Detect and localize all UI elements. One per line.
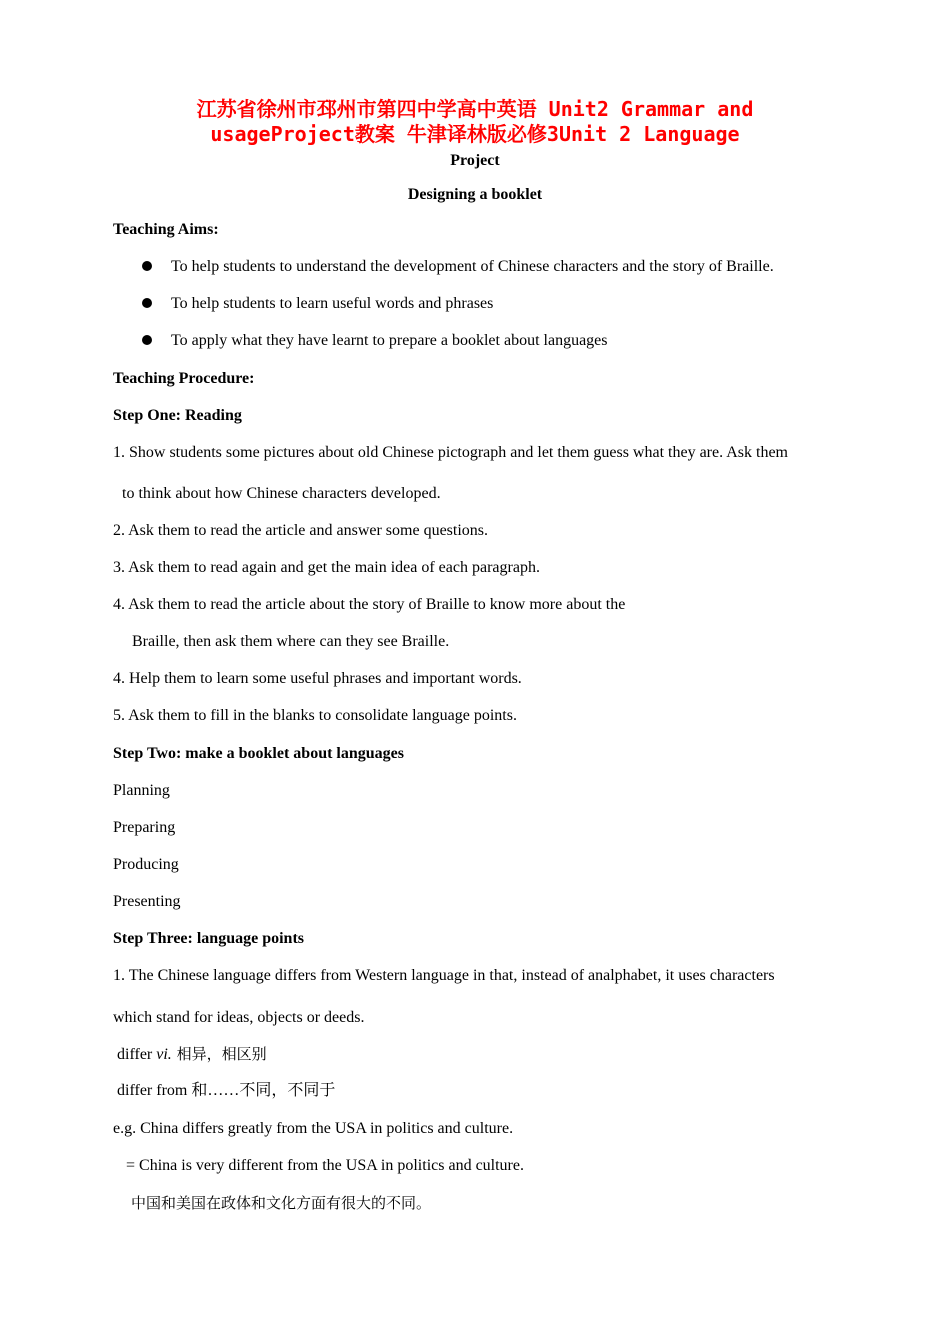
project-heading: Project bbox=[450, 152, 500, 169]
title-line-2: usageProject教案 牛津译林版必修3Unit 2 Language bbox=[210, 122, 740, 146]
vocab-pos: vi. bbox=[156, 1046, 172, 1063]
step-one-line: 4. Help them to learn some useful phrases and important words. bbox=[113, 670, 522, 687]
document-title bbox=[60, 97, 890, 147]
step-one-line: 4. Ask them to read the article about the story of Braille to know more about the bbox=[113, 596, 626, 613]
step-two-item: Preparing bbox=[113, 819, 176, 836]
aim-item: To help students to learn useful words and phrases bbox=[171, 295, 494, 312]
vocab-differ-from bbox=[117, 1081, 335, 1101]
step-three-line: which stand for ideas, objects or deeds. bbox=[113, 1009, 365, 1026]
vocab-differ bbox=[117, 1044, 267, 1065]
step-one-line: to think about how Chinese characters developed. bbox=[122, 485, 441, 502]
example-sentence: = China is very different from the USA in politics and culture. bbox=[126, 1157, 524, 1174]
vocab-meaning: 相异，相区别 bbox=[171, 1045, 267, 1063]
step-two-item: Producing bbox=[113, 856, 179, 873]
step-two-item: Presenting bbox=[113, 893, 181, 910]
step-one-line: 3. Ask them to read again and get the main idea of each paragraph. bbox=[113, 559, 540, 576]
step-two-heading: Step Two: make a booklet about languages bbox=[113, 745, 404, 762]
title-line-1: 江苏省徐州市邳州市第四中学高中英语 Unit2 Grammar and bbox=[196, 97, 754, 121]
step-one-line: 2. Ask them to read the article and answer some questions. bbox=[113, 522, 489, 539]
step-two-item: Planning bbox=[113, 782, 170, 799]
vocab-word: differ bbox=[117, 1046, 157, 1063]
teaching-procedure-label: Teaching Procedure: bbox=[113, 370, 255, 387]
step-three-heading: Step Three: language points bbox=[113, 930, 304, 947]
step-one-heading: Step One: Reading bbox=[113, 407, 242, 424]
aim-item: To help students to understand the development of Chinese characters and the story of Braille. bbox=[171, 258, 774, 275]
step-three-line: 1. The Chinese language differs from Western language in that, instead of analphabet, it uses characters bbox=[113, 967, 775, 984]
teaching-aims-label: Teaching Aims: bbox=[113, 221, 219, 238]
aim-item: To apply what they have learnt to prepare a booklet about languages bbox=[171, 332, 608, 349]
step-one-line: 5. Ask them to fill in the blanks to consolidate language points. bbox=[113, 707, 517, 724]
bullet-icon bbox=[142, 335, 152, 345]
bullet-icon bbox=[142, 261, 152, 271]
booklet-subheading: Designing a booklet bbox=[407, 186, 543, 203]
bullet-icon bbox=[142, 298, 152, 308]
vocab-phrase: differ from 和……不同，不同于 bbox=[117, 1082, 336, 1099]
example-translation: 中国和美国在政体和文化方面有很大的不同。 bbox=[131, 1194, 432, 1212]
example-sentence: e.g. China differs greatly from the USA in politics and culture. bbox=[113, 1120, 514, 1137]
step-one-line: Braille, then ask them where can they see Braille. bbox=[132, 633, 450, 650]
step-one-line: 1. Show students some pictures about old Chinese pictograph and let them guess what they are. Ask them bbox=[113, 444, 788, 461]
